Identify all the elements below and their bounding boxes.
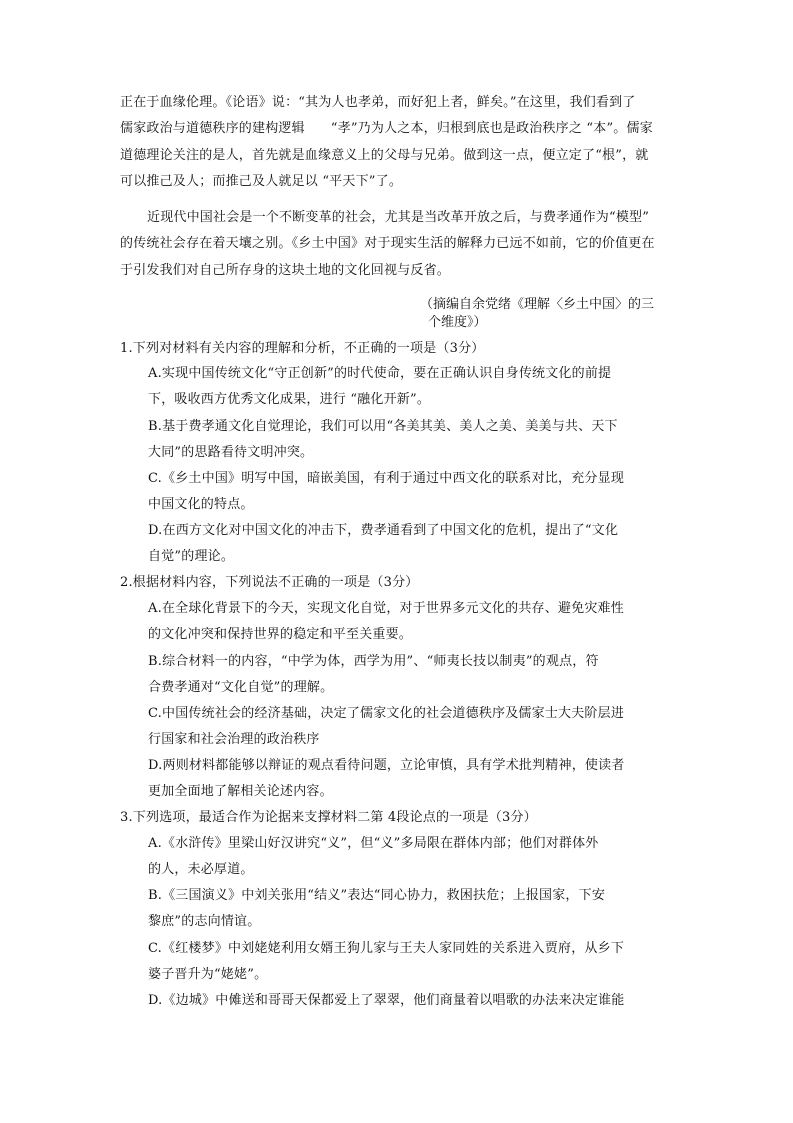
paragraph-line: 近现代中国社会是一个不断变革的社会，尤其是当改革开放之后，与费孝通作为“模型” bbox=[147, 210, 650, 225]
option-a: A.《水浒传》里梁山好汉讲究“义”，但“义”多局限在群体内部；他们对群体外 bbox=[148, 836, 599, 851]
option-b-continued: 黎庶”的志向情谊。 bbox=[148, 914, 261, 929]
paragraph-line: 可以推己及人；而推己及人就足以 “平天下”了。 bbox=[120, 174, 403, 189]
paragraph-line: 儒家政治与道德秩序的建构逻辑 “孝”乃为人之本，归根到底也是政治秩序之 “本”。儒家 bbox=[120, 121, 653, 136]
option-d-continued: 更加全面地了解相关论述内容。 bbox=[148, 784, 333, 799]
option-b-continued: 大同”的思路看待文明冲突。 bbox=[148, 445, 314, 460]
option-a-continued: 的文化冲突和保持世界的稳定和平至关重要。 bbox=[148, 627, 413, 642]
question-stem: 1.下列对材料有关内容的理解和分析，不正确的一项是（3分） bbox=[120, 341, 485, 356]
option-a: A.在全球化背景下的今天，实现文化自觉，对于世界多元文化的共存、避免灾难性 bbox=[148, 601, 624, 616]
option-c-continued: 婆子晋升为“姥姥”。 bbox=[148, 967, 268, 982]
option-b: B.综合材料一的内容，“中学为体，西学为用”、“师夷长技以制夷”的观点，符 bbox=[148, 654, 599, 669]
source-line: （摘编自余党绪《理解〈乡土中国〉的三 bbox=[420, 297, 655, 312]
option-d: D.《边城》中傩送和哥哥天保都爱上了翠翠，他们商量着以唱歌的办法来决定谁能 bbox=[148, 993, 625, 1008]
option-d-continued: 自觉”的理论。 bbox=[148, 549, 235, 564]
paragraph-line: 于引发我们对自己所存身的这块土地的文化回视与反省。 bbox=[120, 263, 451, 278]
option-c: C.《红楼梦》中刘姥姥利用女婿王狗儿家与王夫人家同姓的关系进入贾府，从乡下 bbox=[148, 941, 625, 956]
option-a-continued: 的人，未必厚道。 bbox=[148, 862, 254, 877]
option-d: D.在西方文化对中国文化的冲击下，费孝通看到了中国文化的危机，提出了“文化 bbox=[148, 523, 619, 538]
option-a-continued: 下，吸收西方优秀文化成果，进行 “融化开新”。 bbox=[148, 392, 431, 407]
option-b: B.基于费孝通文化自觉理论，我们可以用“各美其美、美人之美、美美与共、天下 bbox=[148, 419, 618, 434]
paragraph-line: 正在于血缘伦理。《论语》说：“其为人也孝弟，而好犯上者，鲜矣。”在这里，我们看到了 bbox=[120, 95, 636, 110]
paragraph-line: 的传统社会存在着天壤之别。《乡土中国》对于现实生活的解释力已远不如前，它的价值更在 bbox=[120, 236, 655, 251]
option-c: C.《乡土中国》明写中国，暗嵌美国，有利于通过中西文化的联系对比，充分显现 bbox=[148, 471, 625, 486]
option-c-continued: 行国家和社会治理的政治秩序 bbox=[148, 732, 320, 747]
paragraph-line: 道德理论关注的是人，首先就是血缘意义上的父母与兄弟。做到这一点，便立定了“根”，就 bbox=[120, 148, 649, 163]
option-c: C.中国传统社会的经济基础，决定了儒家文化的社会道德秩序及儒家士大夫阶层进 bbox=[148, 706, 625, 721]
option-d: D.两则材料都能够以辩证的观点看待问题，立论审慎，具有学术批判精神，使读者 bbox=[148, 758, 625, 773]
question-stem: 3.下列选项，最适合作为论据来支撑材料二第 4段论点的一项是（3分） bbox=[120, 810, 537, 825]
option-b-continued: 合费孝通对“文化自觉”的理解。 bbox=[148, 680, 334, 695]
source-line: 个维度》） bbox=[428, 315, 487, 330]
option-c-continued: 中国文化的特点。 bbox=[148, 497, 254, 512]
question-stem: 2.根据材料内容，下列说法不正确的一项是（3分） bbox=[120, 575, 419, 590]
option-a: A.实现中国传统文化“守正创新”的时代使命，要在正确认识自身传统文化的前提 bbox=[148, 366, 612, 381]
option-b: B.《三国演义》中刘关张用“结义”表达“同心协力，救困扶危；上报国家，下安 bbox=[148, 888, 606, 903]
